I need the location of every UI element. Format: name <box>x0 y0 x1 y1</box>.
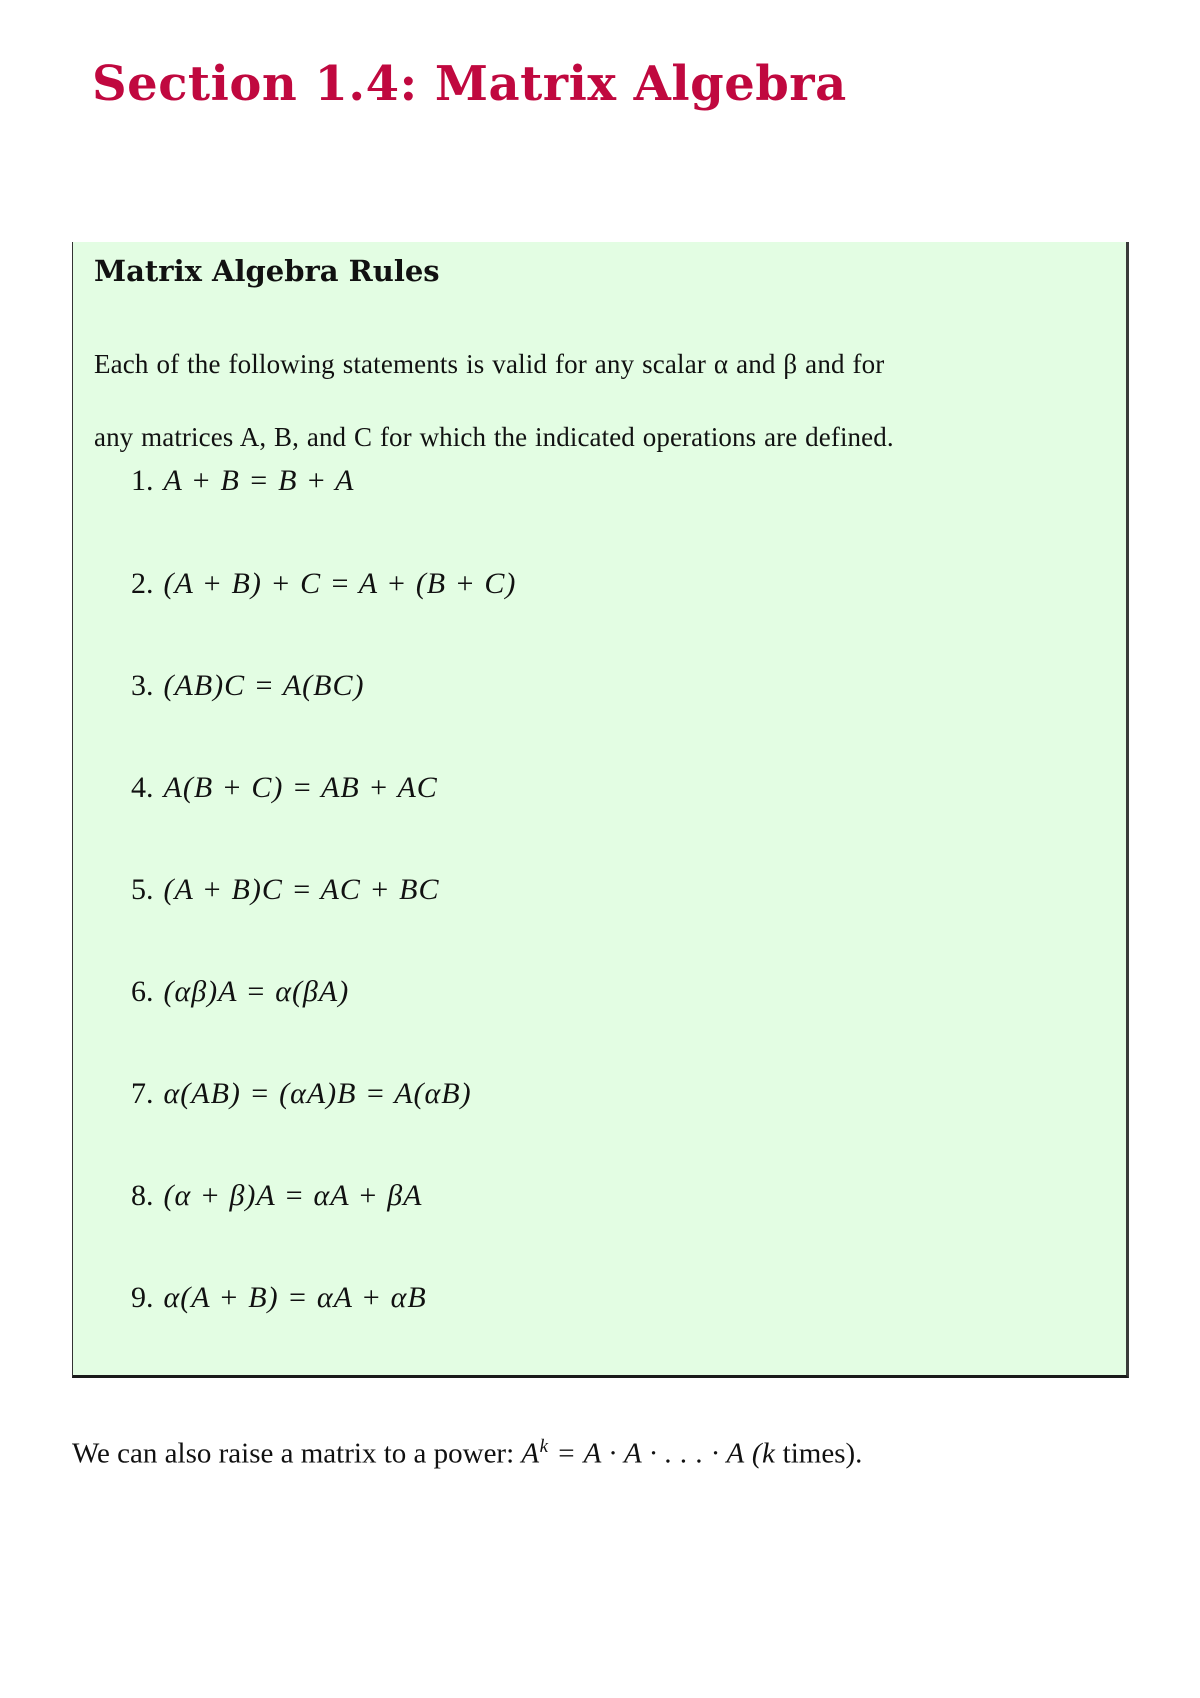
rule-number: 9. <box>131 1281 154 1314</box>
rule-item <box>131 567 516 601</box>
rule-expression: (AB)C = A(BC) <box>163 669 365 702</box>
power-rhs: = A · A · . . . · A ( <box>548 1437 763 1470</box>
rule-item <box>131 669 364 703</box>
matrix-power-note <box>72 1436 862 1471</box>
rule-number: 5. <box>131 873 154 906</box>
rule-number: 7. <box>131 1077 154 1110</box>
power-prefix: We can also raise a matrix to a power: <box>72 1437 522 1470</box>
power-suffix: times). <box>775 1437 863 1470</box>
rule-item <box>131 771 438 805</box>
rule-item <box>131 1179 422 1213</box>
rule-expression: (α + β)A = αA + βA <box>163 1179 423 1212</box>
power-exponent: k <box>539 1436 549 1457</box>
box-heading: Matrix Algebra Rules <box>94 254 440 288</box>
rule-expression: (A + B)C = AC + BC <box>163 873 440 906</box>
rule-number: 3. <box>131 669 154 702</box>
power-k: k <box>762 1437 776 1470</box>
rule-item <box>131 464 354 498</box>
page-title: Section 1.4: Matrix Algebra <box>92 56 847 112</box>
power-base: A <box>521 1437 540 1470</box>
intro-line-1: Each of the following statements is valid for any scalar α and β and for <box>94 349 885 379</box>
rule-item <box>131 1281 427 1315</box>
rule-number: 8. <box>131 1179 154 1212</box>
rule-item <box>131 873 439 907</box>
intro-line-2: any matrices A, B, and C for which the indicated operations are defined. <box>94 422 894 452</box>
rule-number: 4. <box>131 771 154 804</box>
matrix-algebra-rules-box <box>72 242 1129 1378</box>
rule-expression: A + B = B + A <box>163 464 355 497</box>
rule-item <box>131 975 349 1009</box>
rule-expression: (αβ)A = α(βA) <box>163 975 350 1008</box>
rule-expression: α(A + B) = αA + αB <box>163 1281 427 1314</box>
rule-expression: (A + B) + C = A + (B + C) <box>163 567 517 600</box>
rule-item <box>131 1077 472 1111</box>
intro-text <box>94 328 1114 474</box>
rule-number: 2. <box>131 567 154 600</box>
rule-expression: α(AB) = (αA)B = A(αB) <box>163 1077 472 1110</box>
rule-number: 6. <box>131 975 154 1008</box>
rule-expression: A(B + C) = AB + AC <box>163 771 438 804</box>
rule-number: 1. <box>131 464 154 497</box>
